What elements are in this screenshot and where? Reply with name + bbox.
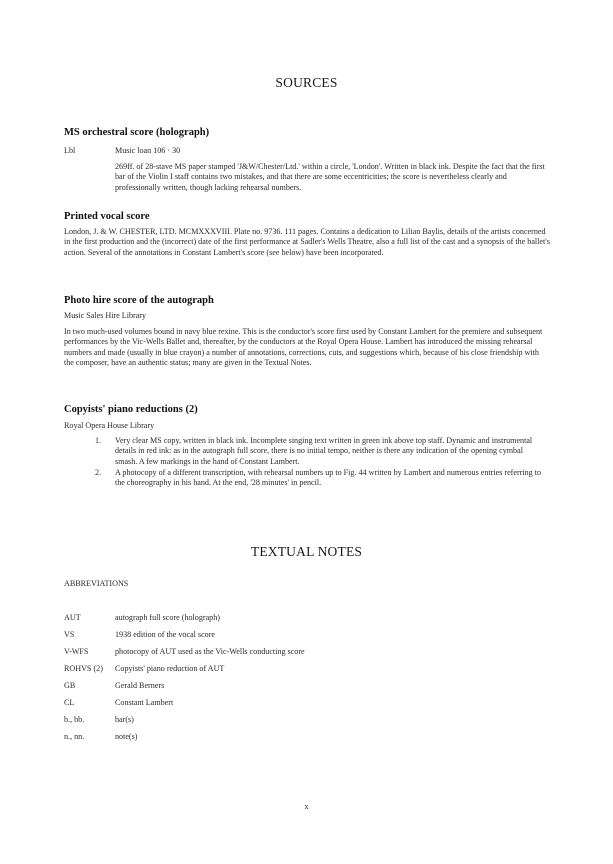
abbreviation-code: AUT — [64, 613, 81, 622]
abbreviations-heading: ABBREVIATIONS — [64, 579, 129, 588]
abbreviation-code: GB — [64, 681, 76, 690]
abbreviation-definition: autograph full score (holograph) — [115, 613, 220, 622]
sources-heading: SOURCES — [275, 75, 338, 90]
vocal-score-description: London, J. & W. CHESTER, LTD. MCMXXXVIII. Plate no. 9736. 111 pages. Contains a dedication to Lilian Baylis, details of the artists concerned in the first production and the (incorrect) date of the first performance at Sadler's Wells Theatre, also a full list of the cast and a synopsis of the ballet's action. Several of the annotations in Constant Lambert's score (see below) have been incorporated. — [64, 227, 550, 257]
abbreviation-code: b., bb. — [64, 715, 85, 724]
photo-hire-description: In two much-used volumes bound in navy blue rexine. This is the conductor's score first used by Constant Lambert for the premiere and subsequent performances by the Vic-Wells Ballet and, thereafter, by the conductors at the Royal Opera House. Lambert has introduced the missing rehearsal numbers and made (usually in blue crayon) a number of annotations, corrections, cuts, and suggestions which, because of his close friendship with the composer, have an authentic status; many are given in the Textual Notes. — [64, 327, 543, 368]
copyists-item-1-text: Very clear MS copy, written in black ink. Incomplete singing text written in green ink above top staff. Dynamic and instrumental details in red ink: as in the autograph full score, there is no initial tempo, neither is there any indication of the opening cymbal smash. A few markings in the hand of Constant Lambert. — [115, 436, 533, 466]
ms-score-description: 269ff. of 28-stave MS paper stamped 'J&W/Chester/Ltd.' within a circle, 'London'. Written in black ink. Despite the fact that the first bar of the Violin I staff contains two mistakes, and that there are some eccentricities; the score is nevertheless clearly and professionally written, though lacking rehearsal numbers. — [115, 162, 545, 192]
copyists-library: Royal Opera House Library — [64, 421, 155, 430]
abbreviation-definition: bar(s) — [115, 715, 134, 724]
copyists-item-1-number: 1. — [95, 436, 102, 445]
abbreviation-code: CL — [64, 698, 75, 707]
copyists-title: Copyists' piano reductions (2) — [64, 404, 198, 415]
abbreviation-definition: 1938 edition of the vocal score — [115, 630, 216, 639]
textual-notes-heading: TEXTUAL NOTES — [250, 544, 363, 559]
ms-score-shelfmark: Music loan 106 · 30 — [115, 146, 181, 155]
photo-hire-library: Music Sales Hire Library — [64, 311, 147, 320]
copyists-item-2-text: A photocopy of a different transcription, with rehearsal numbers up to Fig. 44 written by Lambert and numerous entries referring to the choreography in his hand. At the end, '28 minutes' in pencil. — [115, 468, 542, 488]
photo-hire-title: Photo hire score of the autograph — [64, 295, 214, 306]
abbreviation-definition: Gerald Berners — [115, 681, 165, 690]
ms-score-location: Lbl — [64, 146, 76, 155]
abbreviation-code: ROHVS (2) — [64, 664, 103, 673]
abbreviation-code: VS — [64, 630, 75, 639]
vocal-score-title: Printed vocal score — [64, 211, 150, 222]
abbreviation-code: V-WFS — [64, 647, 89, 656]
page-number: x — [304, 801, 309, 811]
abbreviation-definition: photocopy of AUT used as the Vic-Wells conducting score — [115, 647, 305, 656]
ms-score-title: MS orchestral score (holograph) — [64, 127, 210, 138]
abbreviation-definition: Copyists' piano reduction of AUT — [115, 664, 225, 673]
abbreviation-code: n., nn. — [64, 732, 85, 741]
abbreviation-definition: note(s) — [115, 732, 138, 741]
abbreviation-definition: Constant Lambert — [115, 698, 174, 707]
copyists-item-2-number: 2. — [95, 468, 102, 477]
